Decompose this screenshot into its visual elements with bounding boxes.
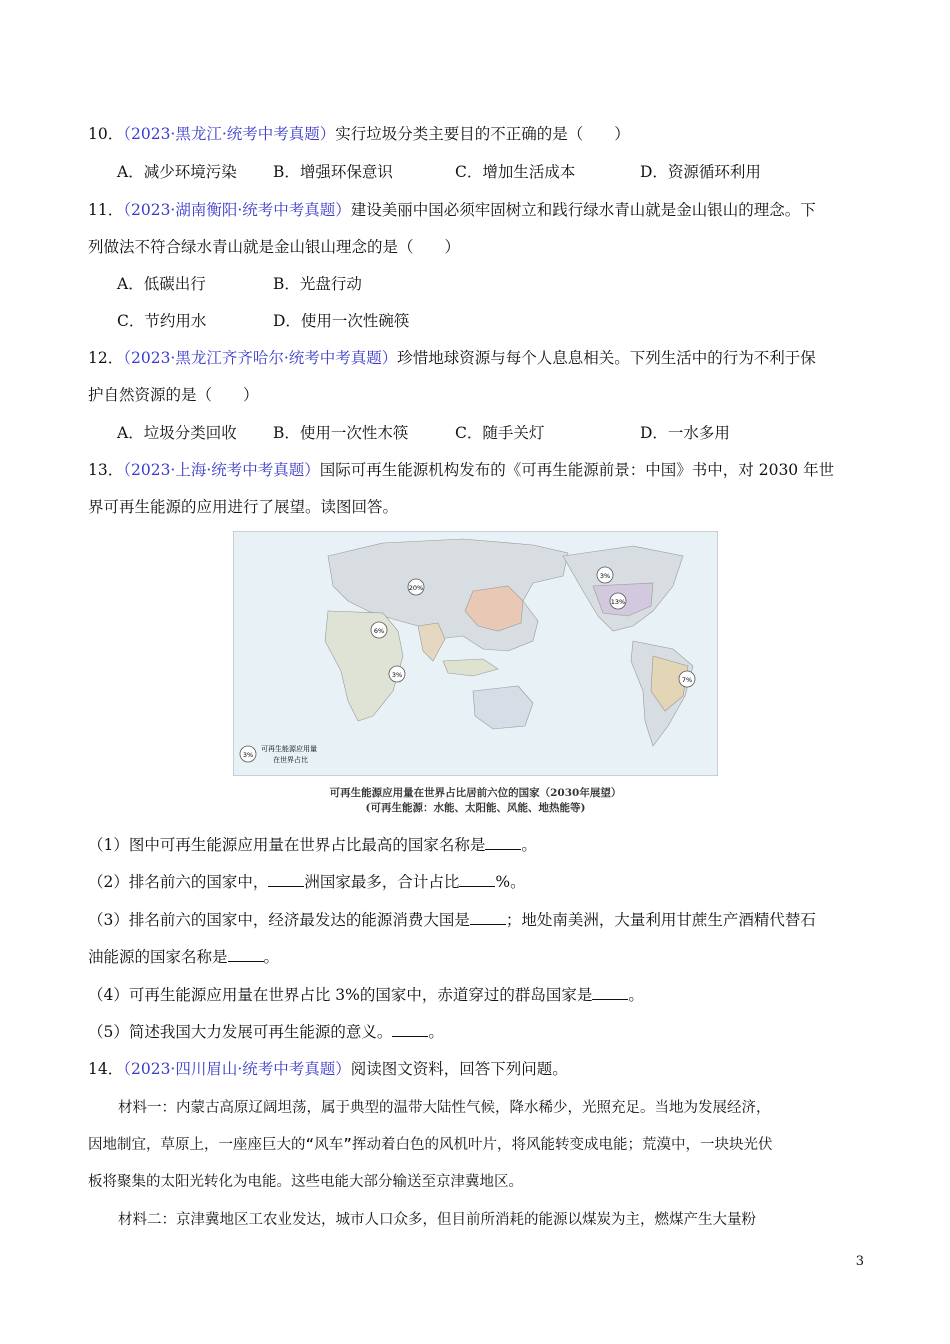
q13-sub5-end: 。 — [428, 1023, 444, 1041]
q13-number: 13． — [88, 461, 124, 479]
q13-sub3-text-a: （3）排名前六的国家中，经济最发达的能源消费大国是 — [88, 911, 470, 929]
map-label-china: 20% — [408, 584, 424, 592]
map-label-canada: 3% — [599, 572, 611, 580]
map-badge-canada — [597, 567, 613, 583]
q13-sub3-text-d: 。 — [263, 948, 280, 966]
q11-stem-line2: 列做法不符合绿水青山就是金山银山理念的是（ ） — [88, 238, 461, 256]
q14-material2-line1: 材料二：京津冀地区工农业发达，城市人口众多，但目前所消耗的能源以煤炭为主，燃煤产生大量粉 — [118, 1212, 756, 1228]
q13-sub2-text-a: （2）排名前六的国家中， — [88, 873, 269, 891]
q13-sub3-text-b: ；地处南美洲，大量利用甘蔗生产酒精代替石 — [505, 911, 816, 929]
q11-option-d[interactable]: D．使用一次性碗筷 — [273, 312, 410, 330]
q13-sub2-text-b: 洲国家最多，合计占比 — [304, 873, 460, 891]
q13-sub2-blank-2[interactable] — [459, 872, 495, 887]
q13-sub1 — [88, 833, 537, 855]
map-label-indonesia: 3% — [391, 671, 403, 679]
q14-source: （2023·四川眉山·统考中考真题） — [123, 1060, 351, 1078]
q13-sub3-blank-1[interactable] — [470, 910, 506, 925]
q11-stem-line1 — [88, 198, 816, 220]
map-caption-line1: 可再生能源应用量在世界占比居前六位的国家（2030年展望） — [329, 787, 622, 799]
page-number: 3 — [855, 1254, 864, 1269]
q12-option-b[interactable]: B．使用一次性木筷 — [273, 424, 409, 442]
map-badge-china — [408, 579, 424, 595]
map-legend-badge: 3% — [242, 751, 254, 759]
world-renewable-energy-map — [233, 531, 718, 776]
q11-option-a[interactable]: A．低碳出行 — [117, 275, 206, 293]
map-badge-india — [371, 622, 387, 638]
q12-stem-line2: 护自然资源的是（ ） — [88, 386, 259, 404]
q13-sub3-line2 — [88, 945, 279, 967]
q13-sub1-text: （1）图中可再生能源应用量在世界占比最高的国家名称是 — [88, 836, 486, 854]
q12-stem1: 珍惜地球资源与每个人息息相关。下列生活中的行为不利于保 — [397, 349, 816, 367]
q13-sub3-blank-2[interactable] — [228, 947, 264, 962]
q10-stem: 实行垃圾分类主要目的不正确的是（ ） — [335, 125, 630, 143]
q13-sub4 — [88, 983, 644, 1005]
q10-stem-line — [88, 122, 630, 144]
q14-material1-line1: 材料一：内蒙古高原辽阔坦荡，属于典型的温带大陆性气候，降水稀少，光照充足。当地为发展经济， — [118, 1100, 771, 1116]
q14-material1-line2: 因地制宜，草原上，一座座巨大的“风车”挥动着白色的风机叶片，将风能转变成电能；荒漠中，一块块光伏 — [88, 1137, 773, 1153]
map-badge-indonesia — [389, 666, 405, 682]
map-badge-brazil — [679, 671, 695, 687]
map-label-india: 6% — [373, 627, 385, 635]
q11-source: （2023·湖南衡阳·统考中考真题） — [123, 201, 351, 219]
q11-option-c[interactable]: C．节约用水 — [117, 312, 207, 330]
map-label-brazil: 7% — [681, 676, 693, 684]
map-badge-usa — [610, 593, 626, 609]
q12-option-c[interactable]: C．随手关灯 — [455, 424, 545, 442]
q13-sub2-text-c: %。 — [495, 873, 526, 891]
q13-sub1-blank[interactable] — [485, 835, 521, 850]
q13-source: （2023·上海·统考中考真题） — [123, 461, 320, 479]
q10-number: 10． — [88, 125, 124, 143]
q11-stem1: 建设美丽中国必须牢固树立和践行绿水青山就是金山银山的理念。下 — [350, 201, 816, 219]
map-legend-line2: 在世界占比 — [273, 756, 308, 764]
map-legend-line1: 可再生能源应用量 — [261, 745, 317, 753]
q14-stem-line — [88, 1057, 568, 1079]
q13-sub4-blank[interactable] — [592, 985, 628, 1000]
q10-option-a[interactable]: A．减少环境污染 — [117, 163, 237, 181]
q14-material1-line3: 板将聚集的太阳光转化为电能。这些电能大部分输送至京津冀地区。 — [88, 1174, 523, 1190]
q13-sub5 — [88, 1020, 444, 1042]
q13-sub1-end: 。 — [521, 836, 537, 854]
map-label-usa: 13% — [610, 598, 626, 606]
q13-sub2-blank-1[interactable] — [268, 872, 304, 887]
q13-stem1: 国际可再生能源机构发布的《可再生能源前景：中国》书中，对 2030 年世 — [319, 461, 835, 479]
q11-number: 11． — [88, 201, 124, 219]
q13-sub3-text-c: 油能源的国家名称是 — [88, 948, 228, 966]
q13-sub4-text: （4）可再生能源应用量在世界占比 3%的国家中，赤道穿过的群岛国家是 — [88, 986, 593, 1004]
q13-sub4-end: 。 — [628, 986, 644, 1004]
q12-option-d[interactable]: D．一水多用 — [640, 424, 730, 442]
q12-option-a[interactable]: A．垃圾分类回收 — [117, 424, 237, 442]
q14-stem: 阅读图文资料，回答下列问题。 — [350, 1060, 568, 1078]
q11-option-b[interactable]: B．光盘行动 — [273, 275, 362, 293]
q13-sub3-line1 — [88, 908, 816, 930]
q13-stem-line2: 界可再生能源的应用进行了展望。读图回答。 — [88, 498, 399, 516]
q13-sub5-text: （5）简述我国大力发展可再生能源的意义。 — [88, 1023, 393, 1041]
q13-sub5-blank[interactable] — [392, 1022, 428, 1037]
q10-option-d[interactable]: D．资源循环利用 — [640, 163, 761, 181]
q12-source: （2023·黑龙江齐齐哈尔·统考中考真题） — [123, 349, 398, 367]
q12-stem-line1 — [88, 346, 816, 368]
q13-sub2 — [88, 870, 526, 892]
q10-source: （2023·黑龙江·统考中考真题） — [123, 125, 336, 143]
q12-number: 12． — [88, 349, 124, 367]
map-caption-line2: (可再生能源：水能、太阳能、风能、地热能等) — [365, 802, 586, 814]
q10-option-c[interactable]: C．增加生活成本 — [455, 163, 576, 181]
q13-stem-line1 — [88, 458, 834, 480]
q10-option-b[interactable]: B．增强环保意识 — [273, 163, 393, 181]
q14-number: 14． — [88, 1060, 124, 1078]
